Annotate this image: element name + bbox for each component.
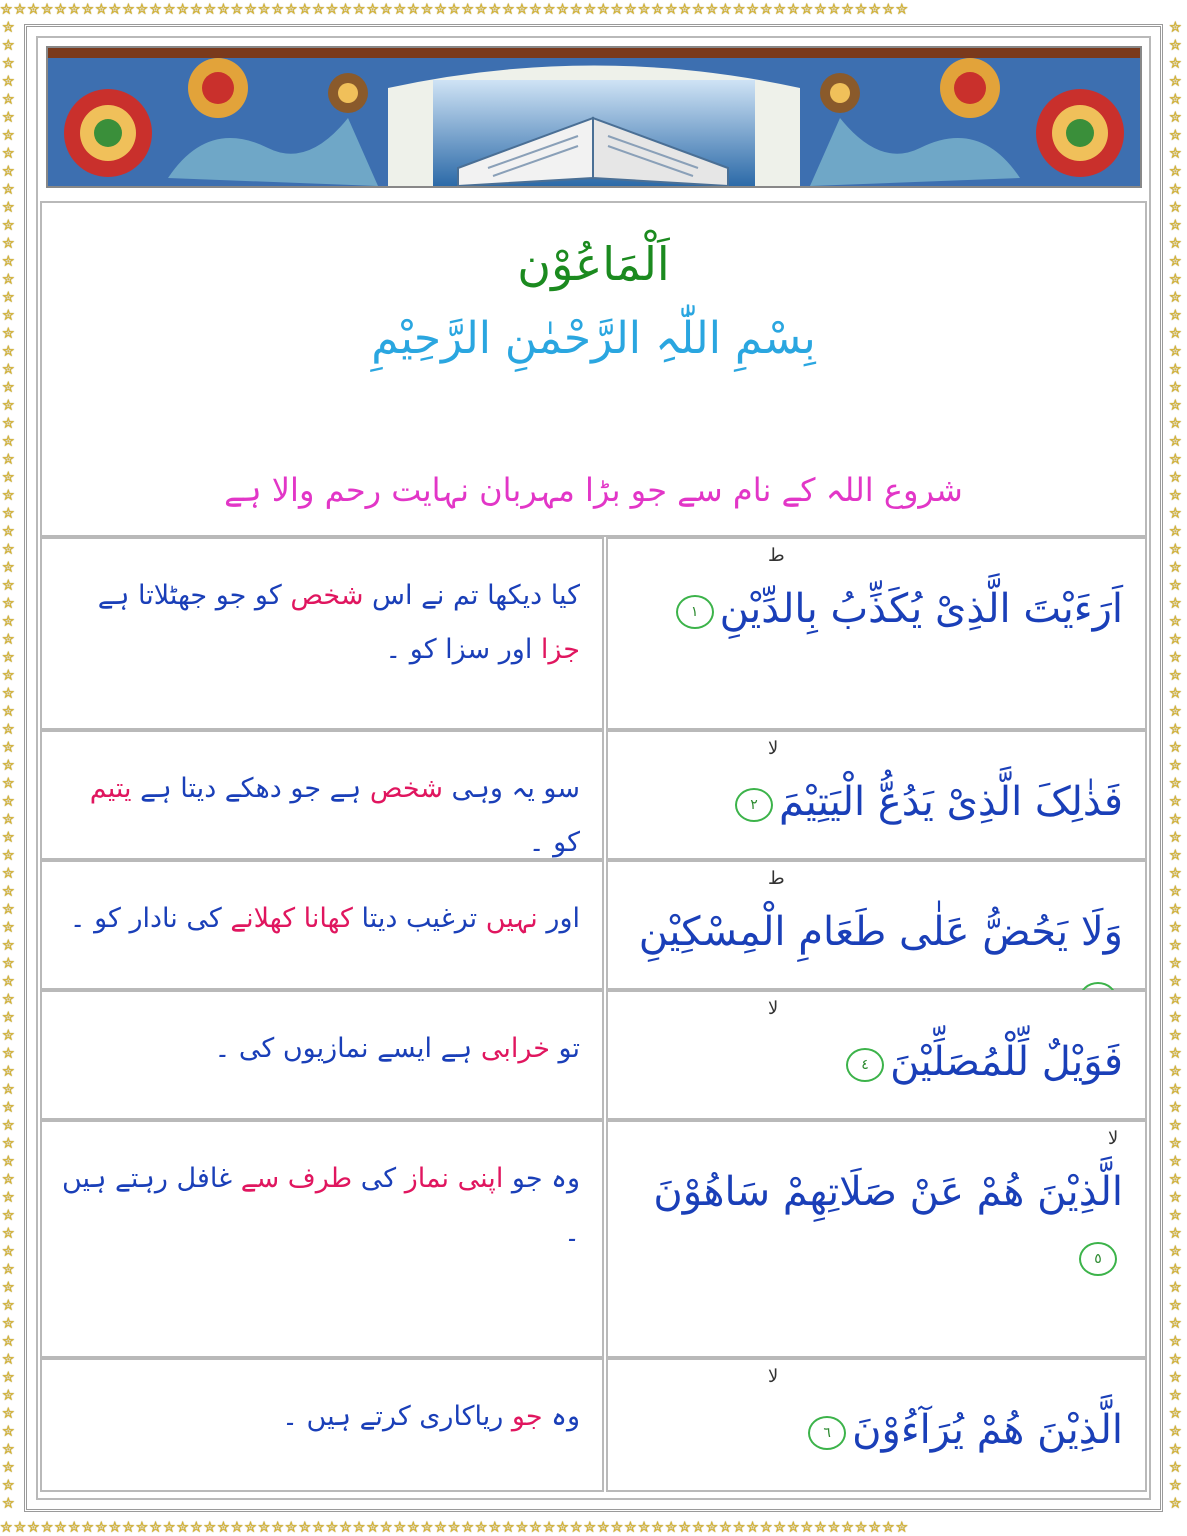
translation-segment: اور [537, 903, 580, 934]
verse-row [40, 990, 1147, 1120]
verse-arabic-cell [606, 537, 1147, 730]
verse-translation-text [60, 569, 580, 677]
arabic-words: الَّذِیْنَ ھُمْ عَنْ صَلَاتِھِمْ سَاھُوْنَ [653, 1169, 1123, 1215]
translation-segment: کو جو جھٹلاتا ہے [97, 580, 291, 611]
verse-translation-cell [40, 860, 604, 990]
verse-row [40, 860, 1147, 990]
translation-highlight: کھانا کھلانے [230, 903, 353, 934]
verse-translation-cell [40, 1120, 604, 1358]
verse-arabic-text [624, 1398, 1123, 1462]
translation-highlight: طرف سے [240, 1163, 353, 1194]
verse-translation-cell [40, 1358, 604, 1492]
star-border-right: ✮✮✮✮✮✮✮✮✮✮✮✮✮✮✮✮✮✮✮✮✮✮✮✮✮✮✮✮✮✮✮✮✮✮✮✮✮✮✮✮✮✮✮✮✮✮✮✮✮✮✮✮✮✮✮✮✮✮✮✮✮✮✮✮✮✮✮✮✮✮✮✮✮✮✮✮✮✮✮✮✮✮✮ [1169, 18, 1183, 1512]
translation-segment: وہ [542, 1401, 580, 1432]
translation-highlight: نہیں [485, 903, 538, 934]
verse-arabic-text [624, 770, 1123, 834]
arabic-words: وَلَا یَحُضُّ عَلٰی طَعَامِ الْمِسْکِیْنِ [638, 909, 1123, 955]
verse-arabic-text [624, 1030, 1123, 1094]
verse-translation-cell [40, 990, 604, 1120]
banner-artwork [48, 48, 1140, 186]
translation-segment: ہے جو دھکے دیتا ہے [131, 773, 370, 804]
content-area [40, 201, 1147, 1492]
verse-arabic-text [624, 1160, 1123, 1288]
waqf-sign: لا [768, 1366, 779, 1387]
ayah-number-icon: ٤ [846, 1048, 884, 1082]
star-border-top: ✮✮✮✮✮✮✮✮✮✮✮✮✮✮✮✮✮✮✮✮✮✮✮✮✮✮✮✮✮✮✮✮✮✮✮✮✮✮✮✮✮✮✮✮✮✮✮✮✮✮✮✮✮✮✮✮✮✮✮✮✮✮✮✮✮✮✮ [0, 0, 910, 18]
verse-translation-cell [40, 537, 604, 730]
arabic-words: فَوَیْلٌ لِّلْمُصَلِّیْنَ [890, 1039, 1123, 1085]
bismillah-translation: شروع اللہ کے نام سے جو بڑا مہربان نہایت رحم والا ہے [224, 471, 963, 509]
bismillah: بِسْمِ اللّٰہِ الرَّحْمٰنِ الرَّحِیْمِ [371, 313, 816, 364]
translation-highlight: جزا [540, 634, 580, 665]
header-banner [46, 46, 1142, 188]
verse-arabic-text [624, 577, 1123, 641]
translation-highlight: اپنی نماز [404, 1163, 504, 1194]
star-border-left: ✮✮✮✮✮✮✮✮✮✮✮✮✮✮✮✮✮✮✮✮✮✮✮✮✮✮✮✮✮✮✮✮✮✮✮✮✮✮✮✮✮✮✮✮✮✮✮✮✮✮✮✮✮✮✮✮✮✮✮✮✮✮✮✮✮✮✮✮✮✮✮✮✮✮✮✮✮✮✮✮✮✮✮ [2, 18, 16, 1512]
ayah-number-icon: ١ [676, 595, 714, 629]
verse-translation-text [60, 892, 580, 946]
translation-segment: ہے ایسے نمازیوں کی ۔ [214, 1033, 481, 1064]
verse-row [40, 537, 1147, 730]
translation-highlight: جو [511, 1401, 543, 1432]
translation-segment: اور سزا کو ۔ [385, 634, 541, 665]
verse-translation-cell [40, 730, 604, 860]
verse-arabic-cell [606, 730, 1147, 860]
translation-segment: وہ جو [503, 1163, 580, 1194]
waqf-sign: لا [768, 738, 779, 759]
verse-arabic-cell [606, 860, 1147, 990]
ayah-number-icon: ٥ [1079, 1242, 1117, 1276]
arabic-words: فَذٰلِکَ الَّذِیْ یَدُعُّ الْیَتِیْمَ [779, 779, 1123, 825]
verse-translation-text [60, 1152, 580, 1260]
title-block [40, 201, 1147, 537]
surah-title: اَلْمَاعُوْن [517, 237, 670, 291]
waqf-sign: ط [768, 545, 785, 566]
verse-translation-text [60, 1390, 580, 1444]
translation-highlight: شخص [290, 580, 364, 611]
translation-segment: سو یہ وہی [442, 773, 580, 804]
star-border-bottom: ✮✮✮✮✮✮✮✮✮✮✮✮✮✮✮✮✮✮✮✮✮✮✮✮✮✮✮✮✮✮✮✮✮✮✮✮✮✮✮✮✮✮✮✮✮✮✮✮✮✮✮✮✮✮✮✮✮✮✮✮✮✮✮✮✮✮✮ [0, 1518, 910, 1536]
translation-segment: کی [352, 1163, 405, 1194]
waqf-sign: لا [1108, 1128, 1119, 1149]
arabic-words: اَرَءَیْتَ الَّذِیْ یُکَذِّبُ بِالدِّیْنِ [719, 586, 1123, 632]
translation-segment: ترغیب دیتا [352, 903, 486, 934]
verse-row [40, 1120, 1147, 1358]
verse-arabic-cell [606, 1358, 1147, 1492]
verse-translation-text [60, 762, 580, 870]
verse-arabic-cell [606, 1120, 1147, 1358]
open-book-icon [433, 80, 755, 186]
translation-segment: ریاکاری کرتے ہیں ۔ [282, 1401, 512, 1432]
translation-segment: غافل رہتے ہیں ۔ [61, 1163, 580, 1248]
translation-segment: کیا دیکھا تم نے اس [363, 580, 580, 611]
ayah-number-icon: ٢ [735, 788, 773, 822]
translation-segment: کو ۔ [528, 827, 580, 858]
waqf-sign: ط [768, 868, 785, 889]
translation-segment: تو [549, 1033, 580, 1064]
translation-highlight: یتیم [89, 773, 132, 804]
verse-translation-text [60, 1022, 580, 1076]
arabic-words: الَّذِیْنَ ھُمْ یُرَآءُوْنَ [852, 1407, 1123, 1453]
waqf-sign: لا [768, 998, 779, 1019]
verse-row [40, 730, 1147, 860]
verse-row [40, 1358, 1147, 1492]
translation-highlight: خرابی [480, 1033, 550, 1064]
translation-highlight: شخص [369, 773, 443, 804]
ayah-number-icon: ٦ [808, 1416, 846, 1450]
verse-arabic-cell [606, 990, 1147, 1120]
translation-segment: کی نادار کو ۔ [69, 903, 231, 934]
